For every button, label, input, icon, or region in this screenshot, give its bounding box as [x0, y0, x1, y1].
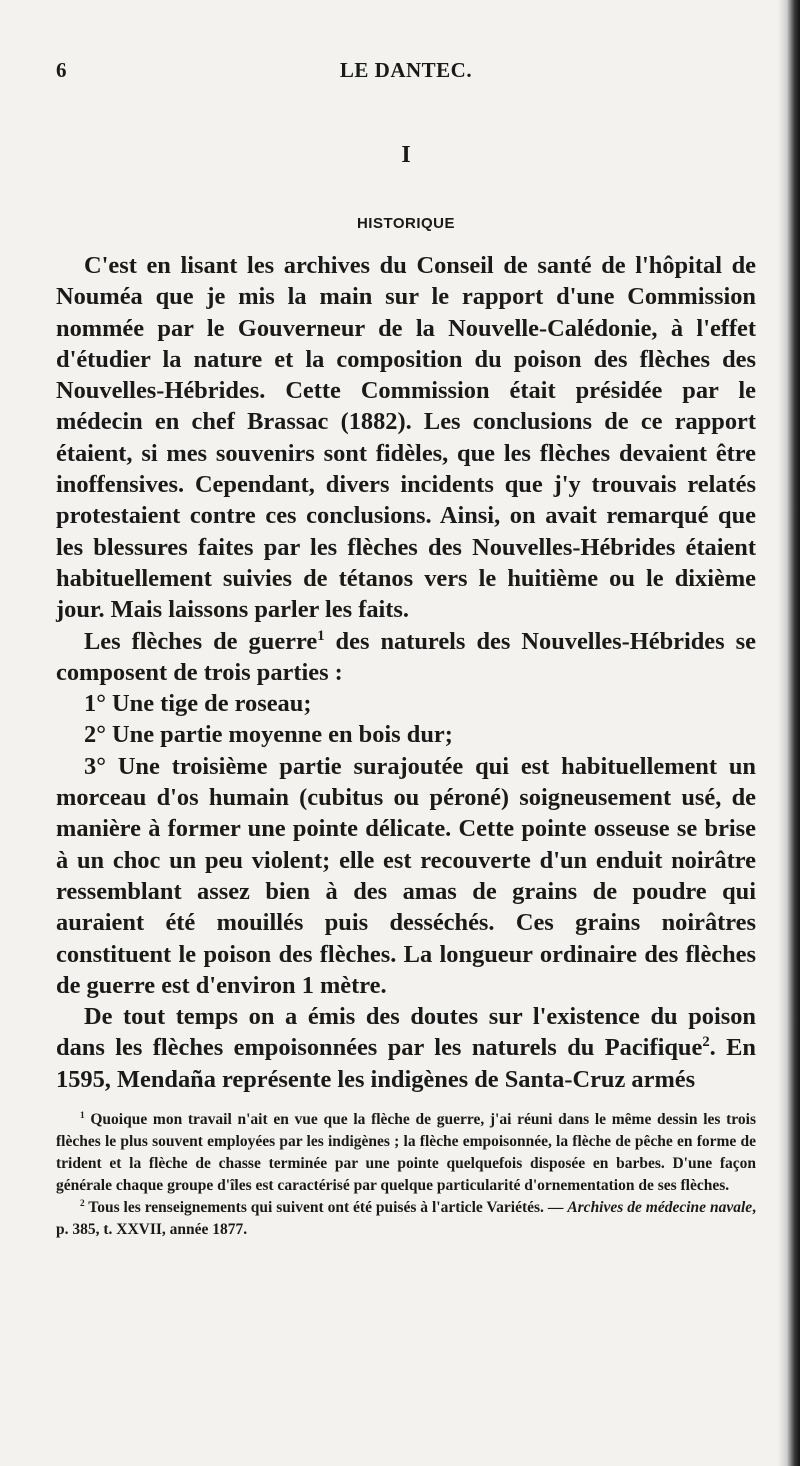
- page-edge-shadow: [778, 0, 800, 1466]
- footnote-1-mark: 1: [80, 1110, 85, 1121]
- running-header: [56, 58, 756, 94]
- footnote-1-text: Quoique mon travail n'ait en vue que la flèche de guerre, j'ai réuni dans le même dessin les trois flèches le plus souvent employées par les indigènes ; la flèche empoisonnée, la flèche de pêche en forme de trident et la flèche de chasse terminée par une pointe quelquefois disposée en barbes. D'une façon générale chaque groupe d'îles est caractérisé par quelque particularité d'ornementation de ses flèches.: [56, 1111, 756, 1195]
- footnote-1: [56, 1109, 756, 1197]
- section-title: HISTORIQUE: [356, 215, 456, 232]
- paragraph-2-text-a: Les flèches de guerre: [84, 627, 318, 655]
- footnote-2-mark: 2: [80, 1198, 85, 1209]
- footnote-ref-1: 1: [317, 627, 325, 644]
- list-item-1: 1° Une tige de roseau;: [84, 690, 312, 718]
- section-number: I: [401, 142, 411, 168]
- footnote-2-ref: , p. 385, t. XXVII, année 1877.: [56, 1199, 757, 1239]
- list-item-3: 3° Une troisième partie surajoutée qui est habituellement un morceau d'os humain (cubitus ou péroné) soigneusement usé, de manière à former une pointe délicate. Cette pointe osseuse se brise à un choc un peu violent; elle est recouverte d'un enduit noirâtre ressemblant assez bien à des amas de grains de poudre qui auraient été mouillés puis desséchés. Ces grains noirâtres constituent le poison des flèches. La longueur ordinaire des flèches de guerre est d'environ 1 mètre.: [56, 752, 756, 999]
- paragraph-1: C'est en lisant les archives du Conseil de santé de l'hôpital de Nouméa que je mis la main sur le rapport d'une Commission nommée par le Gouverneur de la Nouvelle-Calédonie, à l'effet d'étudier la nature et la composition du poison des flèches des Nouvelles-Hébrides. Cette Commission était présidée par le médecin en chef Brassac (1882). Les conclusions de ce rapport étaient, si mes souvenirs sont fidèles, que les flèches devaient être inoffensives. Cependant, divers incidents que j'y trouvais relatés protestaient contre ces conclusions. Ainsi, on avait remarqué que les blessures faites par les flèches des Nouvelles-Hébrides étaient habituellement suivies de tétanos vers le huitième ou le dixième jour. Mais laissons parler les faits.: [56, 252, 756, 624]
- paragraph-3-text-b: . En 1595, Mendaña représente les indigènes de Santa-Cruz armés: [56, 1034, 756, 1093]
- body-text: [56, 250, 756, 1095]
- running-title: LE DANTEC.: [339, 58, 473, 82]
- paragraph-2: [56, 626, 756, 689]
- paragraph-3: [56, 1001, 756, 1095]
- page-number: 6: [56, 58, 67, 82]
- footnotes: [56, 1109, 756, 1241]
- footnote-2-source: Archives de médecine navale: [567, 1199, 753, 1217]
- paragraph-2-text-b: des naturels des Nouvelles-Hébrides se composent de trois parties :: [56, 627, 756, 686]
- list-item-2: 2° Une partie moyenne en bois dur;: [84, 721, 453, 749]
- footnote-2: [56, 1197, 756, 1241]
- paragraph-3-text-a: De tout temps on a émis des doutes sur l'existence du poison dans les flèches empoisonnées par les naturels du Pacifique: [56, 1003, 756, 1062]
- footnote-ref-2: 2: [702, 1034, 710, 1051]
- footnote-2-text: Tous les renseignements qui suivent ont été puisés à l'article Variétés. —: [84, 1199, 564, 1217]
- book-page: [56, 58, 756, 1241]
